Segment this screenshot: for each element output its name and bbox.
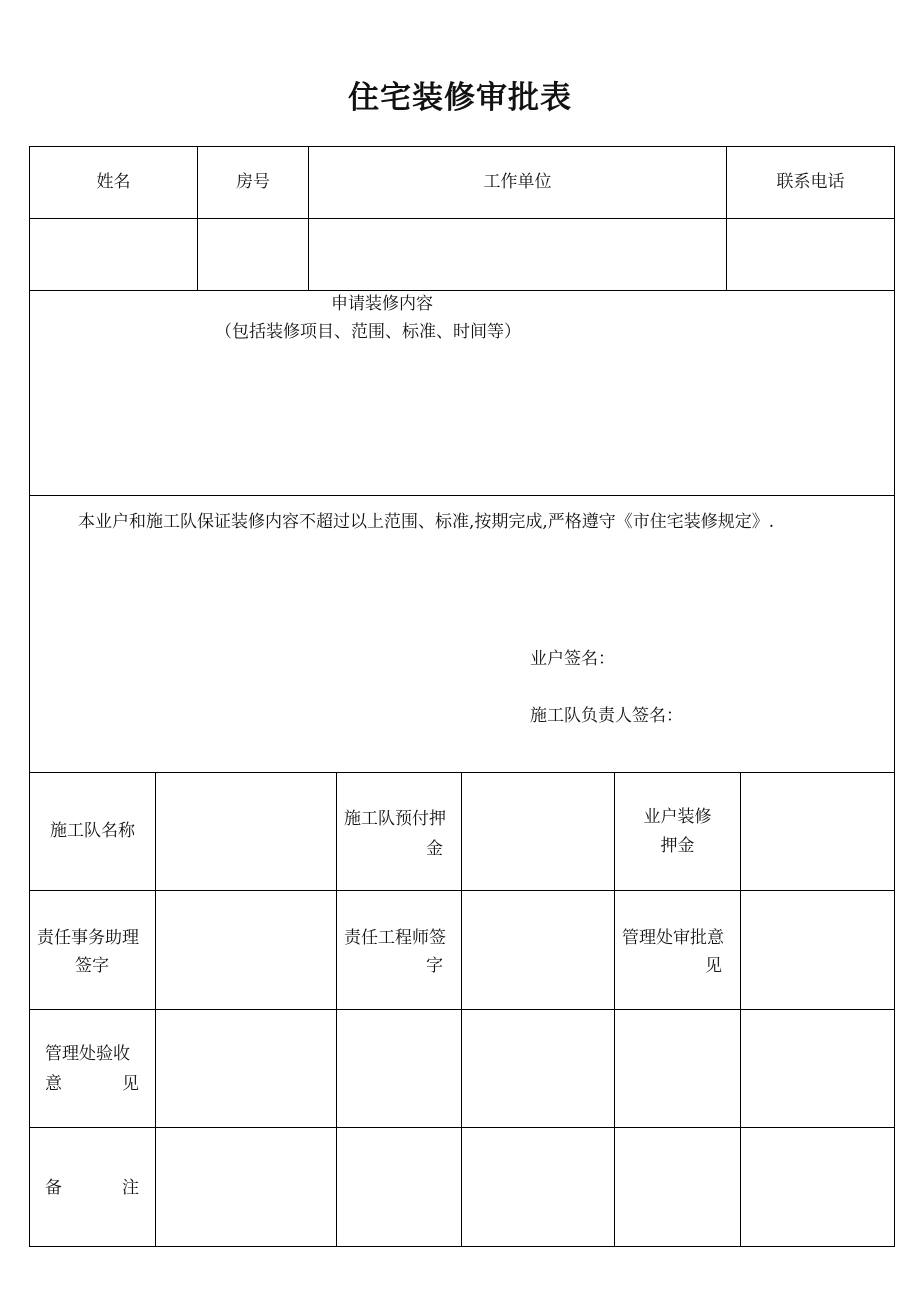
remarks-cell[interactable]: [156, 1128, 336, 1246]
remarks-label-char: 注: [122, 1178, 139, 1198]
office-approval-label-line2: 见: [705, 956, 722, 976]
acceptance-cell[interactable]: [156, 1010, 336, 1127]
acceptance-label-char: 意: [45, 1074, 62, 1094]
header-name: 姓名: [96, 172, 131, 192]
assistant-sign-label-line1: 责任事务助理: [37, 928, 139, 948]
acceptance-cell[interactable]: [615, 1010, 740, 1127]
remarks-cell[interactable]: [337, 1128, 461, 1246]
row-divider: [29, 495, 895, 496]
team-deposit-label-line2: 金: [426, 839, 443, 859]
room-input-cell[interactable]: [198, 219, 308, 290]
assistant-sign-label-line2: 签字: [75, 956, 109, 976]
remarks-cell[interactable]: [615, 1128, 740, 1246]
acceptance-cell[interactable]: [337, 1010, 461, 1127]
engineer-sign-cell[interactable]: [462, 891, 614, 1009]
acceptance-label-line2: [45, 1070, 139, 1098]
acceptance-cell[interactable]: [741, 1010, 894, 1127]
header-workplace: 工作单位: [483, 172, 552, 192]
table-border-left: [29, 146, 30, 1247]
header-room: 房号: [236, 172, 270, 192]
engineer-sign-label-line2: 字: [426, 956, 443, 976]
engineer-sign-label-line1: 责任工程师签: [344, 928, 446, 948]
workplace-input-cell[interactable]: [309, 219, 726, 290]
team-deposit-cell[interactable]: [462, 773, 614, 890]
guarantee-statement: 本业户和施工队保证装修内容不超过以上范围、标准,按期完成,严格遵守《市住宅装修规定》.: [78, 512, 775, 532]
acceptance-label-line1: 管理处验收: [45, 1044, 130, 1064]
name-input-cell[interactable]: [30, 219, 197, 290]
office-approval-label-line1: 管理处审批意: [622, 928, 724, 948]
acceptance-cell[interactable]: [462, 1010, 614, 1127]
header-phone: 联系电话: [776, 172, 845, 192]
table-border-right: [894, 146, 895, 1247]
phone-input-cell[interactable]: [727, 219, 894, 290]
remarks-label-char: 备: [45, 1178, 62, 1198]
team-deposit-label-line1: 施工队预付押: [344, 809, 446, 829]
application-subheading: （包括装修项目、范围、标准、时间等）: [215, 322, 521, 342]
team-leader-signature-label: 施工队负责人签名：: [530, 706, 683, 726]
remarks-label: [45, 1174, 139, 1202]
application-heading: 申请装修内容: [331, 294, 433, 314]
remarks-cell[interactable]: [741, 1128, 894, 1246]
team-name-cell[interactable]: [156, 773, 336, 890]
assistant-sign-cell[interactable]: [156, 891, 336, 1009]
owner-deposit-label-line1: 业户装修: [643, 807, 712, 827]
owner-signature-label: 业户签名：: [530, 649, 615, 669]
acceptance-label-char: 见: [122, 1074, 139, 1094]
table-border-bottom: [29, 1246, 895, 1247]
owner-deposit-cell[interactable]: [741, 773, 894, 890]
row-divider: [29, 290, 895, 291]
team-name-label: 施工队名称: [50, 821, 135, 841]
application-content-area[interactable]: [30, 350, 894, 494]
page-title: 住宅装修审批表: [348, 80, 572, 116]
owner-deposit-label-line2: 押金: [660, 836, 695, 856]
remarks-cell[interactable]: [462, 1128, 614, 1246]
table-border-top: [29, 146, 895, 147]
office-approval-cell[interactable]: [741, 891, 894, 1009]
